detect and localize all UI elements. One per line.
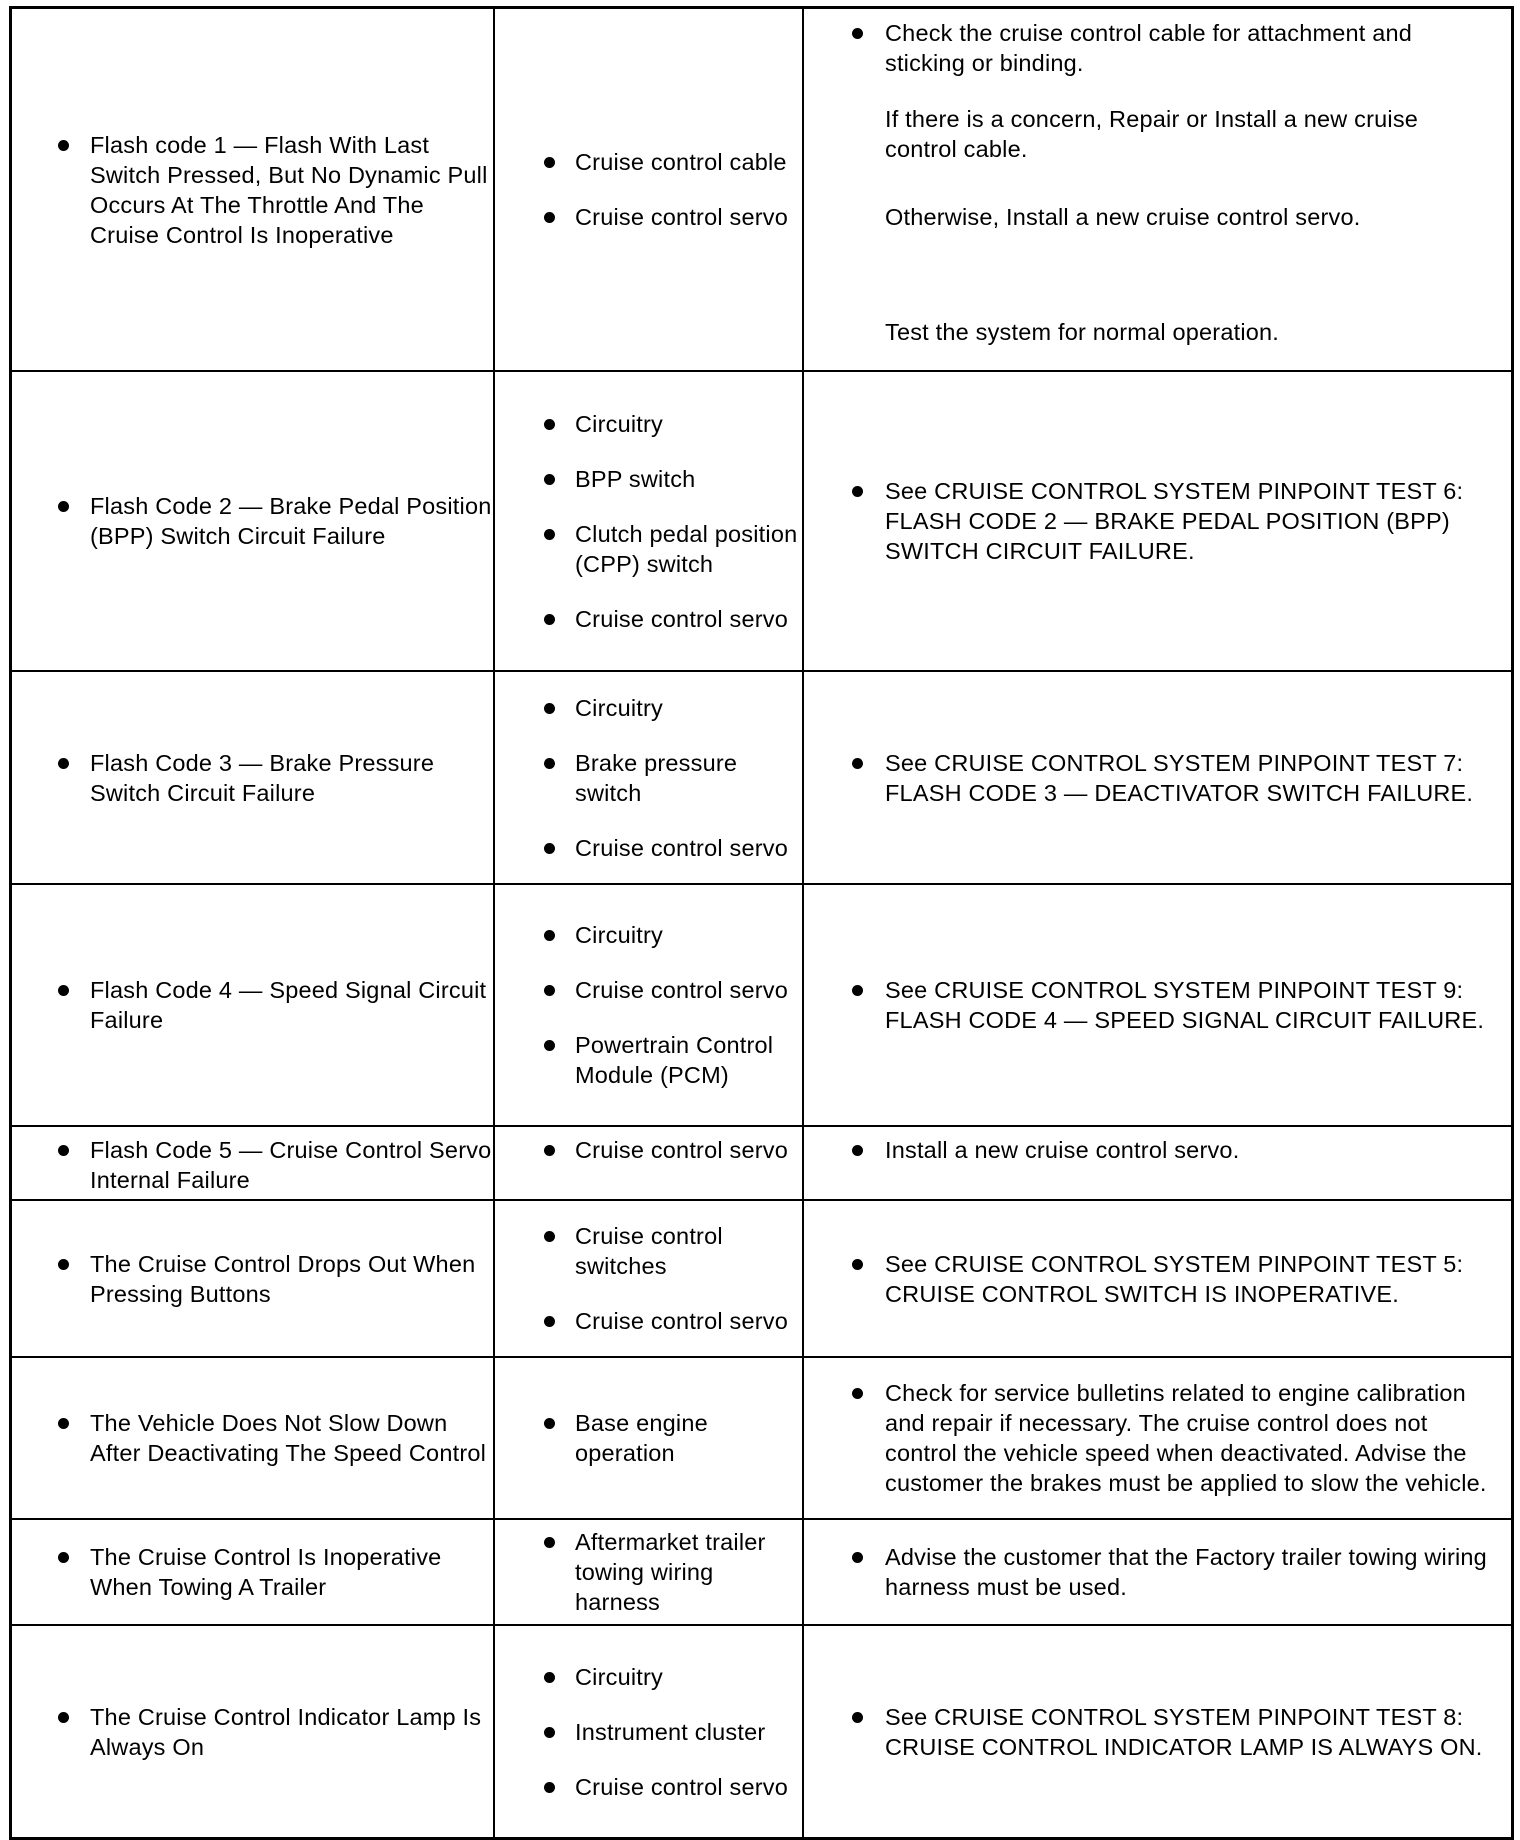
list-item: [804, 1542, 1511, 1602]
action-cell: [804, 1520, 1511, 1626]
bullet-icon: [852, 486, 863, 497]
symptom-chart-table: [9, 6, 1514, 1840]
list-item: [12, 1408, 493, 1468]
action-cell: [804, 1626, 1511, 1837]
source-text: Circuitry: [575, 922, 663, 948]
action-note: Otherwise, Install a new cruise control servo.: [885, 204, 1361, 230]
bullet-icon: [544, 1537, 555, 1548]
source-text: Circuitry: [575, 694, 663, 721]
bullet-icon: [852, 1145, 863, 1156]
bullet-icon: [544, 157, 555, 168]
list-item: [495, 1221, 802, 1281]
possible-source-cell: [495, 1520, 804, 1626]
list-item: [804, 1249, 1511, 1309]
source-text: Instrument cluster: [575, 1718, 766, 1745]
bullet-icon: [544, 1040, 555, 1051]
list-item: [495, 920, 802, 950]
bullet-icon: [852, 1259, 863, 1270]
list-item: [804, 748, 1511, 808]
list-item: [12, 748, 493, 808]
list-item: [12, 1249, 493, 1309]
condition-text: The Cruise Control Is Inoperative When Towing A Trailer: [90, 1544, 442, 1600]
condition-text: The Vehicle Does Not Slow Down After Deactivating The Speed Control: [90, 1410, 487, 1466]
possible-source-cell: [495, 1358, 804, 1520]
action-note: Test the system for normal operation.: [885, 319, 1280, 345]
condition-cell: [12, 9, 495, 372]
source-text: Cruise control cable: [575, 149, 787, 175]
action-cell: [804, 1201, 1511, 1358]
condition-cell: [12, 1358, 495, 1520]
bullet-icon: [544, 930, 555, 941]
action-text: Advise the customer that the Factory trailer towing wiring harness must be used.: [885, 1544, 1487, 1600]
list-item: [495, 409, 802, 439]
action-text: Check for service bulletins related to engine calibration and repair if necessary. The cruise control does not control the vehicle speed when deactivated. Advise the customer the brakes must be applied to slow the vehicle.: [885, 1380, 1487, 1496]
condition-text: The Cruise Control Drops Out When Pressing Buttons: [90, 1250, 476, 1307]
list-item: [804, 1702, 1511, 1762]
source-text: Clutch pedal position (CPP) switch: [575, 520, 798, 577]
bullet-icon: [852, 1712, 863, 1723]
bullet-icon: [58, 501, 69, 512]
list-item: [495, 464, 802, 494]
list-item: [804, 975, 1511, 1035]
list-item: [12, 1135, 493, 1195]
bullet-icon: [544, 212, 555, 223]
bullet-icon: [544, 1782, 555, 1793]
bullet-icon: [58, 1145, 69, 1156]
list-item: [495, 147, 802, 177]
action-cell: [804, 9, 1511, 372]
bullet-icon: [544, 758, 555, 769]
list-item: [495, 1772, 802, 1802]
condition-text: Flash Code 4 — Speed Signal Circuit Failure: [90, 977, 487, 1033]
possible-source-cell: [495, 885, 804, 1127]
condition-cell: [12, 1201, 495, 1358]
bullet-icon: [544, 1672, 555, 1683]
list-item: [495, 202, 802, 232]
list-item: [495, 1662, 802, 1692]
list-item: [12, 1702, 493, 1762]
list-item: [804, 18, 1511, 78]
bullet-icon: [544, 1231, 555, 1242]
source-text: Cruise control switches: [575, 1223, 723, 1279]
bullet-icon: [58, 1259, 69, 1270]
bullet-icon: [852, 1552, 863, 1563]
condition-cell: [12, 672, 495, 885]
source-text: Cruise control servo: [575, 605, 788, 632]
possible-source-cell: [495, 1127, 804, 1201]
source-text: Brake pressure switch: [575, 749, 738, 806]
bullet-icon: [852, 758, 863, 769]
condition-text: The Cruise Control Indicator Lamp Is Always On: [90, 1703, 482, 1760]
source-text: Cruise control servo: [575, 1137, 788, 1163]
source-text: Cruise control servo: [575, 834, 788, 861]
bullet-icon: [852, 985, 863, 996]
condition-cell: [12, 885, 495, 1127]
source-text: Aftermarket trailer towing wiring harness: [575, 1529, 766, 1615]
list-item: [495, 1717, 802, 1747]
action-cell: [804, 672, 1511, 885]
action-text: See CRUISE CONTROL SYSTEM PINPOINT TEST 6: FLASH CODE 2 — BRAKE PEDAL POSITION (BPP) SWITCH CIRCUIT FAILURE.: [885, 478, 1464, 564]
list-item: [12, 491, 493, 551]
bullet-icon: [544, 843, 555, 854]
list-item: [495, 519, 802, 579]
list-item: [495, 975, 802, 1005]
bullet-icon: [852, 1388, 863, 1399]
source-text: Circuitry: [575, 410, 663, 437]
action-cell: [804, 1127, 1511, 1201]
bullet-icon: [58, 1712, 69, 1723]
action-text: See CRUISE CONTROL SYSTEM PINPOINT TEST 5: CRUISE CONTROL SWITCH IS INOPERATIVE.: [885, 1250, 1464, 1307]
list-item: [495, 1527, 802, 1617]
source-text: Powertrain Control Module (PCM): [575, 1032, 774, 1088]
source-text: Circuitry: [575, 1663, 663, 1690]
condition-cell: [12, 372, 495, 672]
list-item: [495, 1408, 802, 1468]
bullet-icon: [544, 1145, 555, 1156]
list-item: [495, 1306, 802, 1336]
list-item: [495, 1135, 802, 1165]
action-text: See CRUISE CONTROL SYSTEM PINPOINT TEST 7: FLASH CODE 3 — DEACTIVATOR SWITCH FAILURE.: [885, 749, 1474, 806]
action-cell: [804, 1358, 1511, 1520]
list-item: [495, 748, 802, 808]
bullet-icon: [544, 985, 555, 996]
possible-source-cell: [495, 372, 804, 672]
condition-cell: [12, 1520, 495, 1626]
possible-source-cell: [495, 1626, 804, 1837]
action-text: Check the cruise control cable for attachment and sticking or binding.: [885, 20, 1413, 76]
source-text: Cruise control servo: [575, 204, 788, 230]
bullet-icon: [544, 529, 555, 540]
action-note: If there is a concern, Repair or Install a new cruise control cable.: [885, 106, 1419, 162]
list-item: [804, 1378, 1511, 1498]
bullet-icon: [544, 419, 555, 430]
condition-text: Flash Code 5 — Cruise Control Servo Internal Failure: [90, 1137, 492, 1193]
action-text: Install a new cruise control servo.: [885, 1137, 1240, 1163]
source-text: BPP switch: [575, 465, 696, 492]
bullet-icon: [544, 474, 555, 485]
condition-text: Flash Code 3 — Brake Pressure Switch Circuit Failure: [90, 749, 435, 806]
bullet-icon: [58, 140, 69, 151]
action-text: See CRUISE CONTROL SYSTEM PINPOINT TEST 9: FLASH CODE 4 — SPEED SIGNAL CIRCUIT FAILURE.: [885, 977, 1485, 1033]
condition-cell: [12, 1127, 495, 1201]
condition-text: Flash code 1 — Flash With Last Switch Pressed, But No Dynamic Pull Occurs At The Throttle And The Cruise Control Is Inoperative: [90, 131, 488, 248]
condition-text: Flash Code 2 — Brake Pedal Position (BPP) Switch Circuit Failure: [90, 493, 492, 549]
source-text: Cruise control servo: [575, 1308, 788, 1334]
bullet-icon: [852, 28, 863, 39]
bullet-icon: [544, 1418, 555, 1429]
possible-source-cell: [495, 672, 804, 885]
bullet-icon: [544, 703, 555, 714]
list-item: [804, 476, 1511, 566]
bullet-icon: [58, 758, 69, 769]
list-item: [495, 604, 802, 634]
possible-source-cell: [495, 9, 804, 372]
bullet-icon: [58, 1552, 69, 1563]
source-text: Cruise control servo: [575, 1773, 788, 1800]
list-item: [12, 975, 493, 1035]
bullet-icon: [544, 1316, 555, 1327]
list-item: [12, 1542, 493, 1602]
bullet-icon: [58, 1418, 69, 1429]
list-item: [495, 833, 802, 863]
possible-source-cell: [495, 1201, 804, 1358]
bullet-icon: [58, 985, 69, 996]
list-item: [495, 693, 802, 723]
bullet-icon: [544, 1727, 555, 1738]
source-text: Base engine operation: [575, 1410, 708, 1466]
action-cell: [804, 885, 1511, 1127]
source-text: Cruise control servo: [575, 977, 788, 1003]
list-item: [495, 1030, 802, 1090]
list-item: [12, 130, 493, 250]
condition-cell: [12, 1626, 495, 1837]
bullet-icon: [544, 614, 555, 625]
list-item: [804, 1135, 1511, 1165]
action-text: See CRUISE CONTROL SYSTEM PINPOINT TEST 8: CRUISE CONTROL INDICATOR LAMP IS ALWAYS ON.: [885, 1703, 1483, 1760]
action-cell: [804, 372, 1511, 672]
